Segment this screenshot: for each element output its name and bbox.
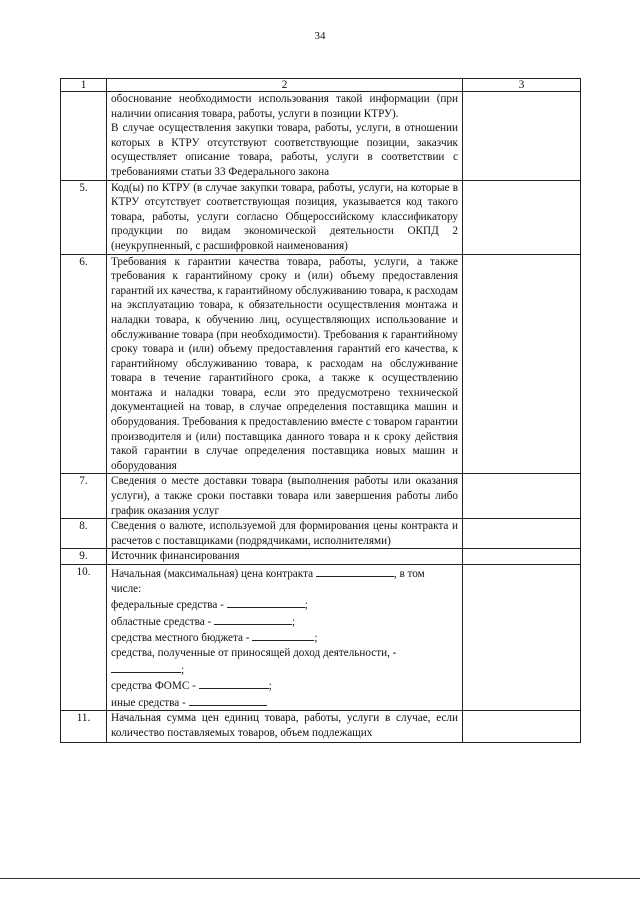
funding-label: средства местного бюджета - [111, 632, 250, 645]
funding-regional [111, 613, 458, 630]
row-description [107, 474, 463, 519]
funding-income: средства, полученные от приносящей доход деятельности, - [111, 646, 397, 659]
funding-local [111, 629, 458, 646]
price-blank [316, 565, 394, 577]
row-paragraph: Код(ы) по КТРУ (в случае закупки товара, работы, услуги, на которые в КТРУ отсутствует соответствующая позиция, указывается код такого товара, работы, услуги согласно Общероссийскому классификатору продукции по видам экономической деятельности ОКПД 2 (неукрупненный, с расшифровкой наименования) [111, 181, 458, 252]
funding-label: областные средства - [111, 615, 212, 628]
row-paragraph: Требования к гарантии качества товара, работы, услуги, а также требования к гарантийному сроку и (или) объему предоставления гарантий их качества, к гарантийному обслуживанию товара, к расходам на эксплуатацию товара, к обязательности осуществления монтажа и наладки товара, к обучению лиц, осуществляющих использование и обслуживание товара (при необходимости). Требования к гарантийному сроку товара и (или) объему предоставления гарантий его качества, к гарантийному обслуживанию товара, к расходам на обслуживание товара в течение гарантийного срока, а также к осуществлению монтажа и наладки товара, если это предусмотрено технической документацией на товар, в случае определения поставщика машин и оборудования. Требования к предоставлению вместе с товаром гарантии производителя и (или) поставщика данного товара и к сроку действия такой гарантии в случае определения поставщика новых машин и оборудования [111, 255, 458, 472]
funding-label: федеральные средства - [111, 599, 224, 612]
table-row [61, 254, 581, 474]
price-label: Начальная (максимальная) цена контракта [111, 568, 314, 580]
row-number: 5. [61, 180, 107, 254]
row-description [107, 519, 463, 549]
row-number: 9. [61, 549, 107, 565]
funding-blank [214, 613, 292, 625]
procurement-table [60, 78, 581, 743]
page-number: 34 [314, 30, 326, 42]
row-paragraph: Начальная сумма цен единиц товара, работы, услуги в случае, если количество поставляемых товаров, объем подлежащих [111, 712, 458, 739]
funding-income-blank-line [111, 661, 458, 678]
semicolon: ; [292, 615, 296, 628]
table-row [61, 180, 581, 254]
funding-blank [189, 694, 267, 706]
row-number: 10. [61, 565, 107, 711]
price-label-tail: , в том [393, 568, 425, 580]
column-header-1: 1 [61, 79, 107, 92]
row-description [107, 254, 463, 474]
table-row [61, 474, 581, 519]
semicolon: ; [268, 680, 272, 693]
semicolon: ; [314, 632, 318, 645]
row-number: 7. [61, 474, 107, 519]
table-row [61, 549, 581, 565]
row-description [107, 711, 463, 743]
page-bottom-rule [0, 878, 640, 879]
row-value-cell [463, 549, 581, 565]
row-paragraph: Сведения о месте доставки товара (выполнения работы или оказания услуги), а также сроки поставки товара или завершения работы либо график оказания услуг [111, 475, 458, 517]
column-header-3: 3 [463, 79, 581, 92]
funding-blank [111, 661, 181, 673]
column-header-2: 2 [107, 79, 463, 92]
funding-foms [111, 677, 458, 694]
including-label: числе: [111, 582, 142, 595]
row-value-cell [463, 180, 581, 254]
row-paragraph: В случае осуществления закупки товара, работы, услуги, в отношении которых в КТРУ отсутствуют соответствующие позиции, заказчик осуществляет описание товара, работы, услуги в соответствии с требованиями статьи 33 Федерального закона [111, 122, 458, 178]
row-value-cell [463, 92, 581, 181]
price-line [111, 565, 458, 582]
row-value-cell [463, 474, 581, 519]
table-row [61, 92, 581, 181]
funding-label: средства ФОМС - [111, 680, 196, 693]
row-value-cell [463, 254, 581, 474]
row-value-cell [463, 519, 581, 549]
funding-blank [252, 629, 314, 641]
row-paragraph: Сведения о валюте, используемой для формирования цены контракта и расчетов с поставщиками (подрядчиками, исполнителями) [111, 520, 458, 547]
funding-federal [111, 596, 458, 613]
row-number: 11. [61, 711, 107, 743]
table-header-row [61, 79, 581, 92]
row-description [107, 565, 463, 711]
funding-label: иные средства - [111, 696, 186, 709]
table-row [61, 519, 581, 549]
table-row [61, 565, 581, 711]
row-value-cell [463, 711, 581, 743]
semicolon: ; [181, 663, 185, 676]
funding-other [111, 694, 458, 711]
row-number: 6. [61, 254, 107, 474]
funding-blank [199, 677, 269, 689]
table-row [61, 711, 581, 743]
row-number [61, 92, 107, 181]
row-description [107, 549, 463, 565]
row-description [107, 180, 463, 254]
semicolon: ; [304, 599, 308, 612]
row-description [107, 92, 463, 181]
funding-blank [227, 596, 305, 608]
row-paragraph: Источник финансирования [111, 550, 240, 563]
row-number: 8. [61, 519, 107, 549]
row-value-cell [463, 565, 581, 711]
row-paragraph: обоснование необходимости использования такой информации (при наличии описания товара, работы, услуги в позиции КТРУ). [111, 93, 458, 120]
